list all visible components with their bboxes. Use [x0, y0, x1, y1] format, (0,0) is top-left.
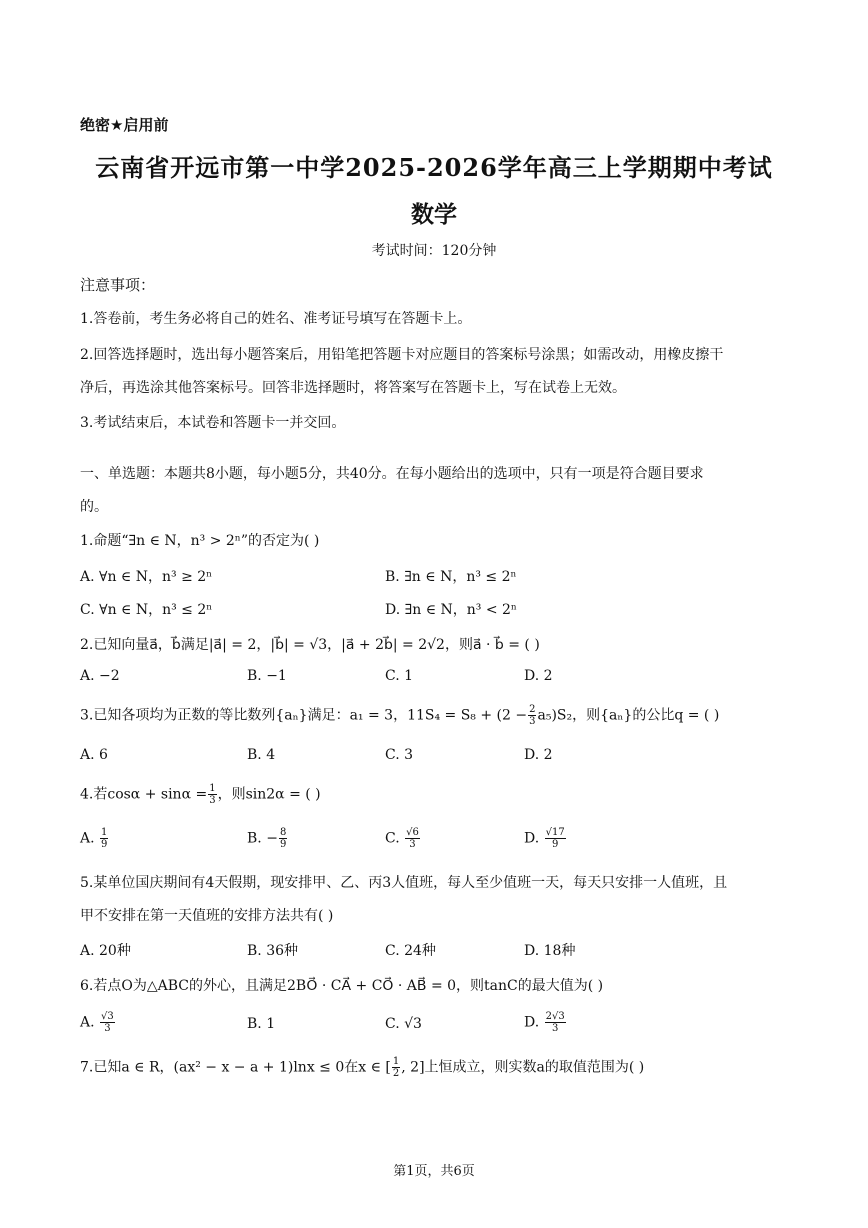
- option-label: C.: [385, 830, 400, 847]
- q4-frac-num: 1: [209, 783, 216, 794]
- confidential-label: 绝密★启用前: [80, 116, 169, 134]
- q4-option-b: [247, 827, 288, 850]
- q7-frac-den: 2: [392, 1068, 400, 1079]
- q2-option-c: C. 1: [385, 668, 414, 684]
- question-6-stem: 6.若点O为△ABC的外心，且满足2BO⃗ · CA⃗ + CO⃗ · AB⃗ = 0，则tanC的最大值为( ): [80, 978, 604, 994]
- note-2-cont: 净后，再选涂其他答案标号。回答非选择题时，将答案写在答题卡上，写在试卷上无效。: [80, 380, 626, 396]
- q3-stem-post: a₅)S₂，则{aₙ}的公比q = ( ): [537, 707, 720, 724]
- frac-num: √6: [406, 827, 419, 838]
- q4-stem-pre: 4.若cosα + sinα =: [80, 786, 208, 803]
- question-2-stem: 2.已知向量a⃗，b⃗满足|a⃗| = 2，|b⃗| = √3，|a⃗ + 2b⃗| = 2√2，则a⃗ · b⃗ = ( ): [80, 637, 540, 653]
- frac-den: 3: [104, 1023, 111, 1034]
- question-1-stem: 1.命题“∃n ∈ N，n³ > 2ⁿ”的否定为( ): [80, 533, 320, 549]
- subject-title: 数学: [411, 201, 457, 228]
- exam-time: 考试时间：120分钟: [371, 243, 497, 259]
- q3-frac-num: 2: [529, 704, 536, 715]
- q3-fraction: [528, 704, 536, 727]
- frac-den: 9: [552, 839, 559, 850]
- option-label: B.: [247, 1016, 262, 1032]
- q3-frac-den: 3: [529, 716, 536, 727]
- option-value: 1: [266, 1016, 276, 1032]
- frac-num: √17: [545, 827, 565, 838]
- q6-option-c: [385, 1016, 422, 1032]
- q4-option-d: [524, 827, 567, 850]
- q2-option-a: A. −2: [80, 668, 120, 684]
- q6-option-d: [524, 1011, 567, 1034]
- option-label: B.: [247, 830, 262, 847]
- section-heading-cont: 的。: [80, 499, 108, 515]
- q2-option-d: D. 2: [524, 668, 553, 684]
- frac-den: 3: [552, 1023, 559, 1034]
- q4a-fraction: [100, 827, 108, 850]
- q3-option-d: D. 2: [524, 747, 553, 763]
- frac-den: 9: [101, 839, 108, 850]
- q6-option-b: [247, 1016, 275, 1032]
- q3-option-b: B. 4: [247, 747, 276, 763]
- q7-frac-num: 1: [392, 1056, 400, 1067]
- note-1: 1.答卷前，考生务必将自己的姓名、准考证号填写在答题卡上。: [80, 311, 472, 327]
- q6d-fraction: [545, 1011, 566, 1034]
- q4d-fraction: [545, 827, 566, 850]
- frac-den: 3: [409, 839, 416, 850]
- q1-option-c: C. ∀n ∈ N，n³ ≤ 2ⁿ: [80, 602, 213, 618]
- question-7-stem: [80, 1056, 644, 1079]
- question-5-stem-cont: 甲不安排在第一天值班的安排方法共有( ): [80, 908, 334, 924]
- frac-num: 1: [101, 827, 108, 838]
- note-3: 3.考试结束后，本试卷和答题卡一并交回。: [80, 415, 346, 431]
- q1-option-d: D. ∃n ∈ N，n³ < 2ⁿ: [385, 602, 517, 618]
- q5-option-b: B. 36种: [247, 943, 299, 959]
- section-heading: 一、单选题：本题共8小题，每小题5分，共40分。在每小题给出的选项中，只有一项是符合题目要求: [80, 466, 704, 482]
- q5-option-a: A. 20种: [80, 943, 131, 959]
- q3-option-c: C. 3: [385, 747, 414, 763]
- q7-stem-pre: 7.已知a ∈ R，(ax² − x − a + 1)lnx ≤ 0在x ∈ [: [80, 1059, 391, 1076]
- q2-option-b: B. −1: [247, 668, 287, 684]
- frac-num: √3: [101, 1011, 114, 1022]
- q5-option-d: D. 18种: [524, 943, 576, 959]
- q4-fraction: [208, 783, 216, 806]
- option-label: C.: [385, 1016, 400, 1032]
- q4b-fraction: [279, 827, 287, 850]
- q4-option-c: [385, 827, 421, 850]
- q6-option-a: [80, 1011, 116, 1034]
- option-label: D.: [524, 1014, 540, 1031]
- exam-title: 云南省开远市第一中学2025-2026学年高三上学期期中考试: [95, 153, 773, 182]
- option-label: A.: [80, 830, 95, 847]
- q7-fraction: [392, 1056, 400, 1079]
- option-value: √3: [404, 1016, 422, 1032]
- q4-option-a: [80, 827, 109, 850]
- notes-heading: 注意事项：: [80, 276, 156, 294]
- frac-den: 9: [279, 839, 287, 850]
- option-label: D.: [524, 830, 540, 847]
- q6a-fraction: [100, 1011, 115, 1034]
- question-4-stem: [80, 783, 321, 806]
- option-sign: −: [266, 830, 278, 847]
- question-3-stem: [80, 704, 719, 727]
- q1-option-a: A. ∀n ∈ N，n³ ≥ 2ⁿ: [80, 569, 213, 585]
- q3-option-a: A. 6: [80, 747, 108, 763]
- q4c-fraction: [405, 827, 420, 850]
- q4-frac-den: 3: [209, 795, 216, 806]
- q1-option-b: B. ∃n ∈ N，n³ ≤ 2ⁿ: [385, 569, 517, 585]
- q4-stem-post: ，则sin2α = ( ): [217, 786, 321, 803]
- frac-num: 2√3: [545, 1011, 565, 1022]
- q5-option-c: C. 24种: [385, 943, 436, 959]
- q7-stem-post: , 2]上恒成立，则实数a的取值范围为( ): [401, 1059, 645, 1076]
- page-footer: 第1页，共6页: [393, 1164, 475, 1179]
- option-label: A.: [80, 1014, 95, 1031]
- question-5-stem: 5.某单位国庆期间有4天假期，现安排甲、乙、丙3人值班，每人至少值班一天，每天只安排一人值班，且: [80, 875, 728, 891]
- note-2: 2.回答选择题时，选出每小题答案后，用铅笔把答题卡对应题目的答案标号涂黑；如需改动，用橡皮擦干: [80, 347, 724, 363]
- q3-stem-pre: 3.已知各项均为正数的等比数列{aₙ}满足：a₁ = 3，11S₄ = S₈ + (2 −: [80, 707, 528, 724]
- frac-num: 8: [279, 827, 287, 838]
